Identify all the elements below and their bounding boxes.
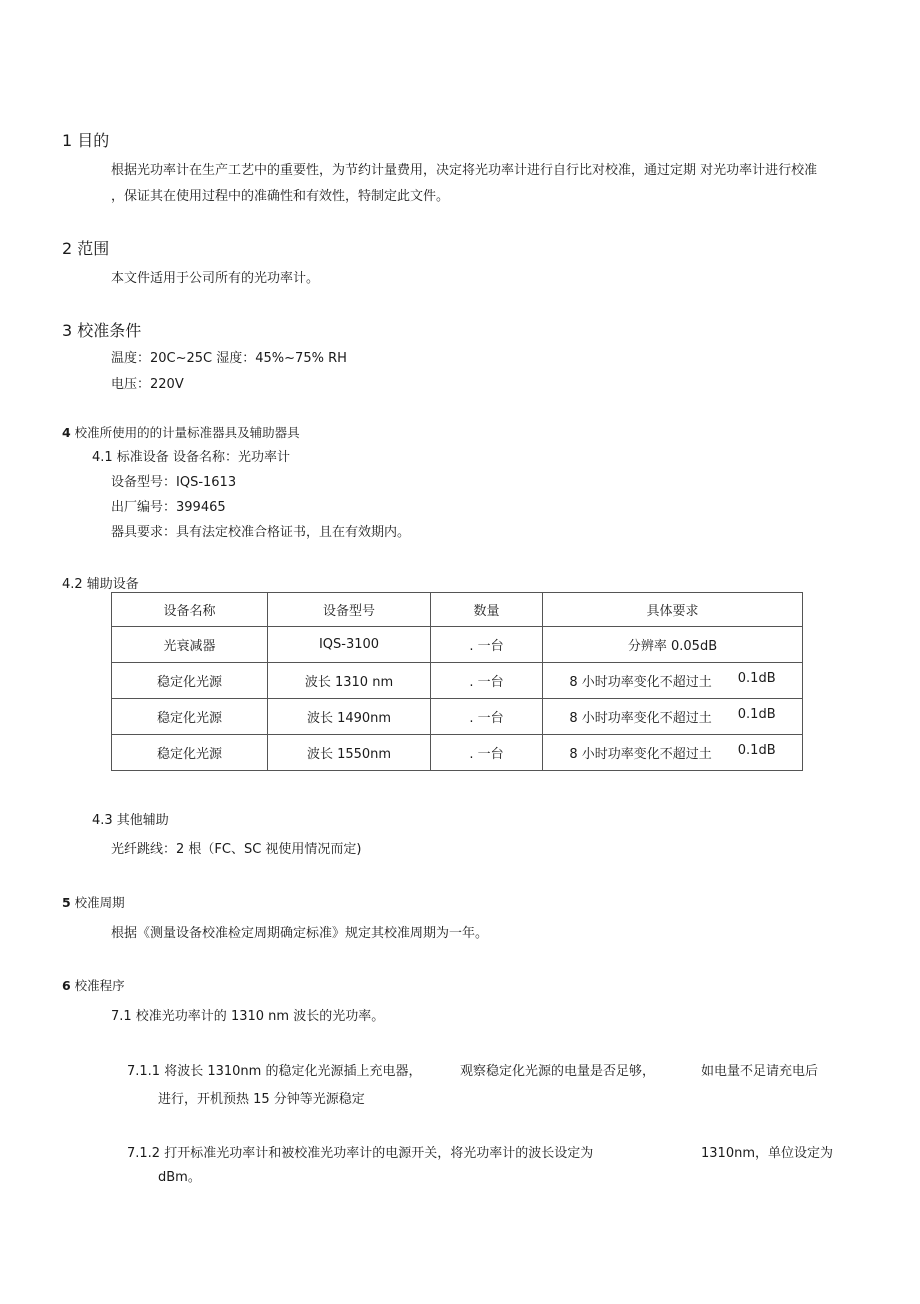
section-2-title: 2 范围: [62, 239, 110, 258]
section-5-heading: [62, 893, 125, 911]
section-6-title: 校准程序: [70, 978, 125, 993]
section-3-voltage: 电压：220V: [111, 377, 184, 392]
step-7-1-1-part-3: 如电量不足请充电后: [701, 1064, 819, 1079]
auxiliary-equipment-table: [111, 592, 803, 771]
requirement-value: 0.1dB: [737, 707, 776, 722]
table-header-cell: 数量: [431, 593, 543, 627]
fiber-jumper-text: 光纤跳线：2 根（FC、SC 视使用情况而定): [111, 842, 362, 857]
table-cell: 波长 1490nm: [268, 699, 431, 735]
table-cell: . 一台: [431, 699, 543, 735]
section-4-3-title: 4.3 其他辅助: [92, 813, 169, 828]
table-cell: 稳定化光源: [112, 699, 268, 735]
table-row: [112, 627, 803, 663]
section-7-1-title: 7.1 校准光功率计的 1310 nm 波长的光功率。: [111, 1009, 385, 1024]
section-1-title: 1 目的: [62, 131, 110, 150]
table-cell: 波长 1550nm: [268, 735, 431, 771]
section-1-line-1: 根据光功率计在生产工艺中的重要性，为节约计量费用，决定将光功率计进行自行比对校准，通过定期 对光功率计进行校准: [111, 163, 818, 178]
table-header-row: [112, 593, 803, 627]
table-cell: 波长 1310 nm: [268, 663, 431, 699]
section-6-heading: [62, 976, 125, 994]
table-row: [112, 699, 803, 735]
section-3-temperature: 温度：20C~25C 湿度：45%~75% RH: [111, 351, 347, 366]
table-cell: . 一台: [431, 735, 543, 771]
table-header-cell: 设备型号: [268, 593, 431, 627]
step-7-1-2-part-3: dBm。: [158, 1170, 201, 1185]
section-3-title: 3 校准条件: [62, 321, 142, 340]
step-7-1-2-part-2: 1310nm，单位设定为: [701, 1146, 833, 1161]
requirement-text: 8 小时功率变化不超过土: [569, 711, 712, 726]
step-7-1-1-part-4: 进行，开机预热 15 分钟等光源稳定: [158, 1092, 365, 1107]
step-7-1-1-part-1: 7.1.1 将波长 1310nm 的稳定化光源插上充电器，: [127, 1064, 422, 1079]
table-cell: 稳定化光源: [112, 663, 268, 699]
section-6-number: 6: [62, 978, 71, 993]
table-cell: 光衰减器: [112, 627, 268, 663]
section-5-text: 根据《测量设备校准检定周期确定标准》规定其校准周期为一年。: [111, 926, 489, 941]
step-7-1-2-part-1: 7.1.2 打开标准光功率计和被校准光功率计的电源开关，将光功率计的波长设定为: [127, 1146, 594, 1161]
requirement-value: 0.1dB: [737, 671, 776, 686]
section-4-title: 校准所使用的的计量标准器具及辅助器具: [70, 425, 300, 440]
step-7-1-1-part-2: 观察稳定化光源的电量是否足够，: [460, 1064, 656, 1079]
table-cell: . 一台: [431, 627, 543, 663]
device-model: 设备型号：IQS-1613: [111, 475, 237, 490]
section-4-1-title: 4.1 标准设备 设备名称：光功率计: [92, 450, 290, 465]
section-5-title: 校准周期: [70, 895, 125, 910]
table-header-cell: 设备名称: [112, 593, 268, 627]
table-cell: 分辨率 0.05dB: [543, 627, 803, 663]
device-requirement: 器具要求：具有法定校准合格证书，且在有效期内。: [111, 525, 411, 540]
table-header-cell: 具体要求: [543, 593, 803, 627]
table-cell: [543, 663, 803, 699]
requirement-value: 0.1dB: [737, 743, 776, 758]
table-cell: . 一台: [431, 663, 543, 699]
section-4-number: 4: [62, 425, 71, 440]
table-row: [112, 663, 803, 699]
table-cell: [543, 735, 803, 771]
section-4-heading: [62, 423, 300, 441]
requirement-text: 8 小时功率变化不超过土: [569, 747, 712, 762]
section-2-text: 本文件适用于公司所有的光功率计。: [111, 271, 320, 286]
device-serial: 出厂编号：399465: [111, 500, 226, 515]
section-5-number: 5: [62, 895, 71, 910]
section-1-line-2: ，保证其在使用过程中的准确性和有效性，特制定此文件。: [111, 189, 450, 204]
table-cell: [543, 699, 803, 735]
table-cell: IQS-3100: [268, 627, 431, 663]
section-4-2-title: 4.2 辅助设备: [62, 577, 139, 592]
requirement-text: 8 小时功率变化不超过土: [569, 675, 712, 690]
table-cell: 稳定化光源: [112, 735, 268, 771]
table-row: [112, 735, 803, 771]
